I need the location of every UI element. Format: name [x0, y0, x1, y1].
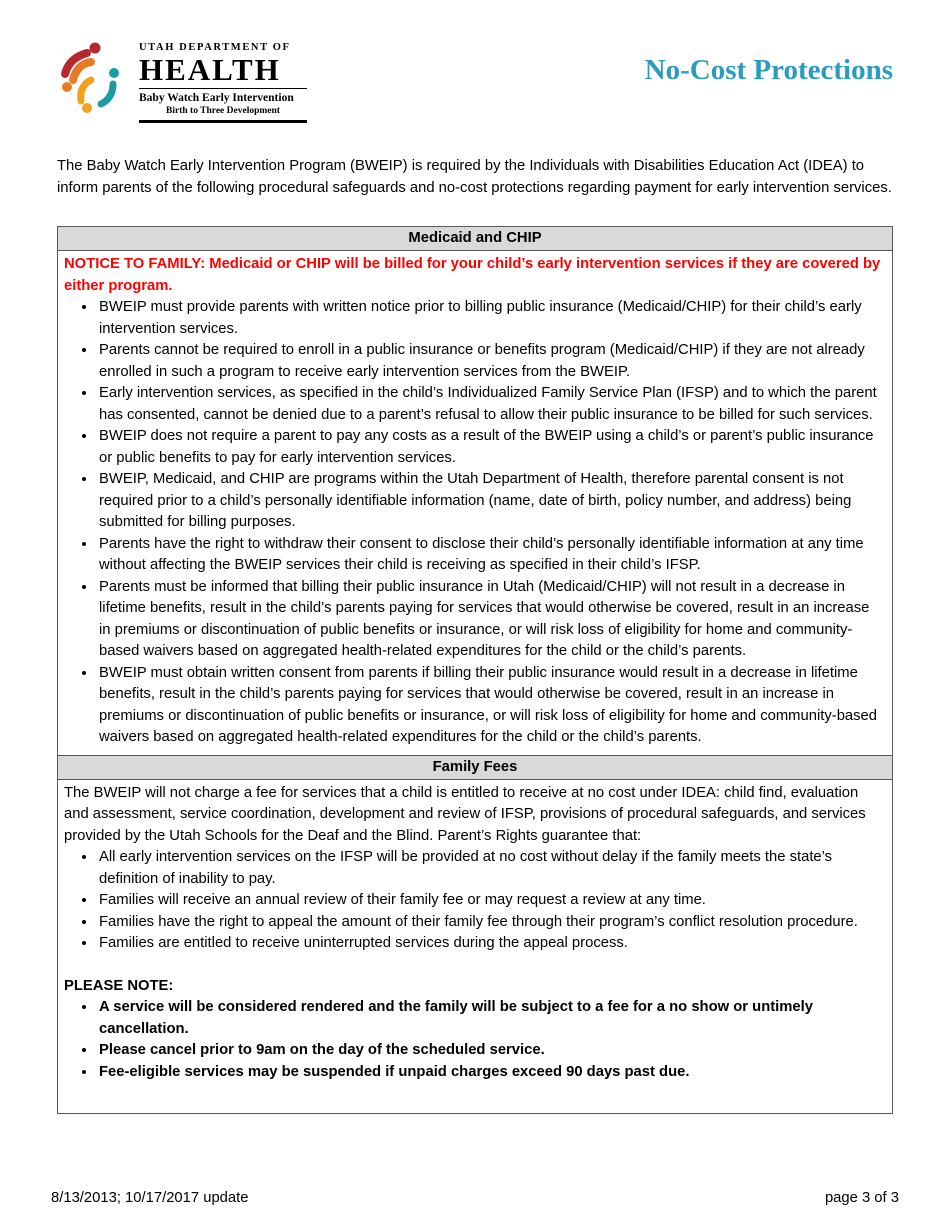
family-fees-bullet: • All early intervention services on the IFSP will be provided at no cost without delay if the family meets the state’s definition of inability to pay. — [97, 847, 882, 890]
intro-paragraph: The Baby Watch Early Intervention Program (BWEIP) is required by the Individuals with Disabilities Education Act (IDEA) to inform parents of the following procedural safeguards and no-cost protections regarding payment for early intervention services. — [57, 158, 892, 196]
protections-table — [57, 226, 893, 1114]
page-number: page 3 of 3 — [824, 1190, 899, 1206]
medicaid-bullet: • Parents cannot be required to enroll in a public insurance or benefits program (Medicaid/CHIP) if they are not already enrolled in such a program to receive early intervention services from the BWEIP. — [97, 340, 882, 383]
medicaid-bullet: • Parents have the right to withdraw their consent to disclose their child’s personally identifiable information at any time without affecting the BWEIP services their child is receiving as specified in their child’s IFSP. — [97, 534, 882, 577]
page-title: No-Cost Protections — [644, 54, 893, 86]
logo-health-wordmark: HEALTH — [139, 52, 281, 87]
medicaid-bullet: • BWEIP must obtain written consent from parents if billing their public insurance would result in a decrease in lifetime benefits, result in the child’s parents paying for services that would otherwise be covered, result in an increase in premiums or discontinuation of public benefits or insurance, or will risk loss of eligibility for home and community-based waivers based on aggregated health-related expenditures for the child or the child’s parents. — [97, 663, 882, 749]
revision-date: 8/13/2013; 10/17/2017 update — [51, 1190, 249, 1206]
section-body-family-fees — [58, 780, 892, 1114]
logo-subprogram-name: Birth to Three Development — [166, 105, 280, 116]
medicaid-bullet: • BWEIP must provide parents with written notice prior to billing public insurance (Medicaid/CHIP) for their child’s early intervention services. — [97, 297, 882, 340]
please-note-bullet: • A service will be considered rendered and the family will be subject to a fee for a no show or untimely cancellation. — [97, 997, 882, 1040]
logo-dept-line: UTAH DEPARTMENT OF — [139, 42, 291, 53]
health-dept-logo — [57, 40, 307, 123]
family-fees-intro: The BWEIP will not charge a fee for services that a child is entitled to receive at no cost under IDEA: child find, evaluation and assessment, service coordination, development and review of IFSP, provisions of procedural safeguards, and services provided by the Utah Schools for the Deaf and the Blind. Parent’s Rights guarantee that: — [64, 784, 866, 844]
please-note-heading: PLEASE NOTE: — [64, 977, 174, 994]
please-note-bullet-list — [64, 997, 882, 1083]
logo-divider-bottom — [139, 120, 307, 123]
logo-program-name: Baby Watch Early Intervention — [139, 92, 294, 104]
family-fees-bullet: • Families have the right to appeal the amount of their family fee through their program’s conflict resolution procedure. — [97, 912, 882, 934]
medicaid-bullet: • BWEIP, Medicaid, and CHIP are programs within the Utah Department of Health, therefore parental consent is not required prior to a child’s personally identifiable information (name, date of birth, policy number, and address) being submitted for billing purposes. — [97, 469, 882, 534]
family-fees-bullet: • Families are entitled to receive uninterrupted services during the appeal process. — [97, 933, 882, 955]
family-fees-bullet-list — [64, 847, 882, 955]
health-dept-logo-icon — [57, 40, 129, 114]
medicaid-bullet: • BWEIP does not require a parent to pay any costs as a result of the BWEIP using a child’s or parent’s public insurance or public benefits to pay for early intervention services. — [97, 426, 882, 469]
section-heading-medicaid: Medicaid and CHIP — [58, 227, 892, 251]
document-header — [57, 40, 893, 123]
logo-divider-top — [139, 88, 307, 89]
section-body-medicaid — [58, 251, 892, 755]
family-notice-text: NOTICE TO FAMILY: Medicaid or CHIP will be billed for your child’s early intervention services if they are covered by either program. — [64, 256, 881, 294]
medicaid-bullet-list — [64, 297, 882, 749]
family-fees-bullet: • Families will receive an annual review of their family fee or may request a review at any time. — [97, 890, 882, 912]
section-heading-family-fees: Family Fees — [58, 755, 892, 780]
please-note-bullet: • Please cancel prior to 9am on the day of the scheduled service. — [97, 1040, 882, 1062]
document-footer — [51, 1190, 899, 1206]
please-note-bullet: • Fee-eligible services may be suspended if unpaid charges exceed 90 days past due. — [97, 1062, 882, 1084]
medicaid-bullet: • Early intervention services, as specified in the child’s Individualized Family Service Plan (IFSP) and to which the parent has consented, cannot be denied due to a parent’s refusal to allow their public insurance to be billed for such services. — [97, 383, 882, 426]
medicaid-bullet: • Parents must be informed that billing their public insurance in Utah (Medicaid/CHIP) will not result in a decrease in lifetime benefits, result in the child’s parents paying for services that would otherwise be covered, result in an increase in premiums or discontinuation of public benefits or insurance, or will risk loss of eligibility for home and community-based waivers based on aggregated health-related expenditures for the child or the child’s parents. — [97, 577, 882, 663]
logo-text-block — [139, 40, 307, 123]
